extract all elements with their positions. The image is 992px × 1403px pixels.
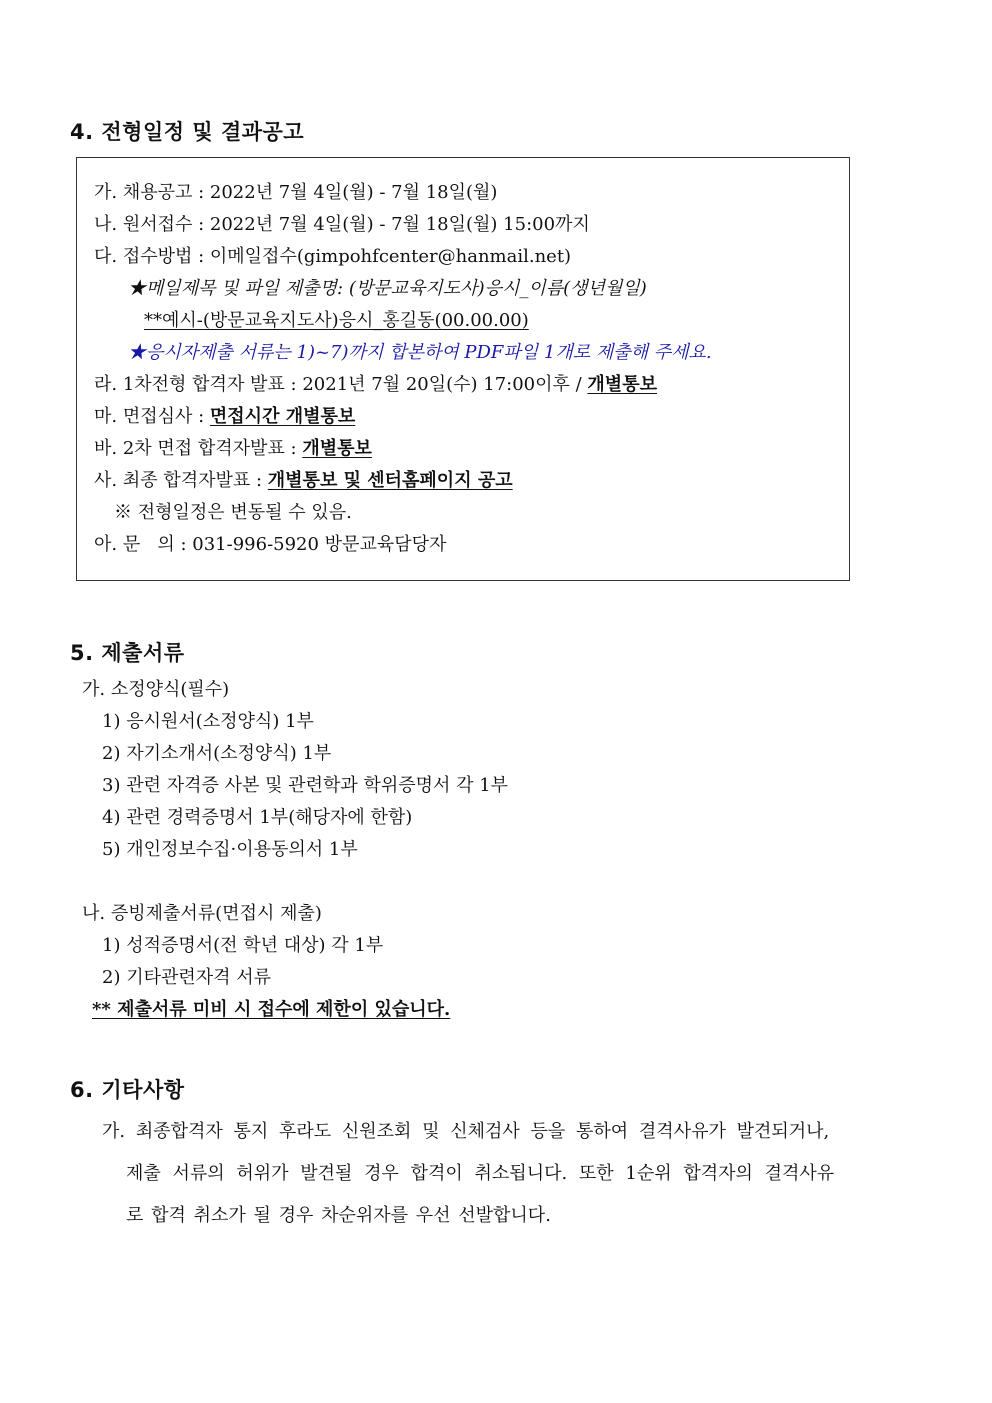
section-5-title: 5. 제출서류 (70, 641, 185, 665)
docs-group-na-label: 나. 증빙제출서류(면접시 제출) (82, 903, 322, 924)
docs-group-ga-label: 가. 소정양식(필수) (82, 679, 230, 700)
schedule-item-da: 다. 접수방법 : 이메일접수(gimpohfcenter@hanmail.net) (94, 246, 572, 267)
schedule-item-sa-text: 사. 최종 합격자발표 : (94, 470, 268, 491)
schedule-change-note: ※ 전형일정은 변동될 수 있음. (114, 502, 352, 523)
schedule-item-ra-text: 라. 1차전형 합격자 발표 : 2021년 7월 20일(수) 17:00이후 / (94, 374, 588, 395)
misc-line-1: 가. 최종합격자 통지 후라도 신원조회 및 신체검사 등을 통하여 결격사유가 발견되거나, (102, 1121, 830, 1142)
schedule-item-a: 아. 문 의 : 031-996-5920 방문교육담당자 (94, 534, 447, 555)
schedule-item-ma (94, 405, 355, 429)
docs-item: 2) 기타관련자격 서류 (102, 967, 272, 988)
schedule-item-na: 나. 원서접수 : 2022년 7월 4일(월) - 7월 18일(월) 15:00까지 (94, 214, 590, 235)
section-4-title: 4. 전형일정 및 결과공고 (70, 120, 305, 144)
schedule-item-sa-emphasis: 개별통보 및 센터홈페이지 공고 (267, 470, 513, 491)
schedule-item-ra-emphasis: 개별통보 (587, 374, 657, 395)
schedule-item-ba (94, 437, 372, 461)
docs-item: 1) 성적증명서(전 학년 대상) 각 1부 (102, 935, 384, 956)
schedule-item-sa (94, 469, 513, 493)
schedule-item-ra (94, 373, 657, 397)
misc-line-3: 로 합격 취소가 될 경우 차순위자를 우선 선발합니다. (126, 1205, 551, 1226)
schedule-item-ba-emphasis: 개별통보 (302, 438, 372, 459)
schedule-item-ma-emphasis: 면접시간 개별통보 (209, 406, 356, 427)
schedule-item-ba-text: 바. 2차 면접 합격자발표 : (94, 438, 303, 459)
mail-example-note: **예시-(방문교육지도사)응시_홍길동(00.00.00) (144, 310, 529, 331)
section-6-title: 6. 기타사항 (70, 1078, 185, 1102)
docs-item: 3) 관련 자격증 사본 및 관련학과 학위증명서 각 1부 (102, 775, 509, 796)
misc-line-2: 제출 서류의 허위가 발견될 경우 합격이 취소됩니다. 또한 1순위 합격자의 결격사유 (126, 1163, 835, 1184)
docs-item: 5) 개인정보수집·이용동의서 1부 (102, 839, 358, 860)
docs-item: 4) 관련 경력증명서 1부(해당자에 한함) (102, 807, 413, 828)
docs-item: 1) 응시원서(소정양식) 1부 (102, 711, 314, 732)
docs-item: 2) 자기소개서(소정양식) 1부 (102, 743, 332, 764)
schedule-item-ma-text: 마. 면접심사 : (94, 406, 210, 427)
schedule-item-ga: 가. 채용공고 : 2022년 7월 4일(월) - 7월 18일(월) (94, 182, 498, 203)
mail-subject-note: ★메일제목 및 파일 제출명: (방문교육지도사)응시_이름(생년월일) (128, 278, 647, 299)
docs-warning: ** 제출서류 미비 시 접수에 제한이 있습니다. (92, 999, 451, 1020)
pdf-note: ★응시자제출 서류는 1)~7)까지 합본하여 PDF파일 1개로 제출해 주세요. (128, 342, 712, 363)
